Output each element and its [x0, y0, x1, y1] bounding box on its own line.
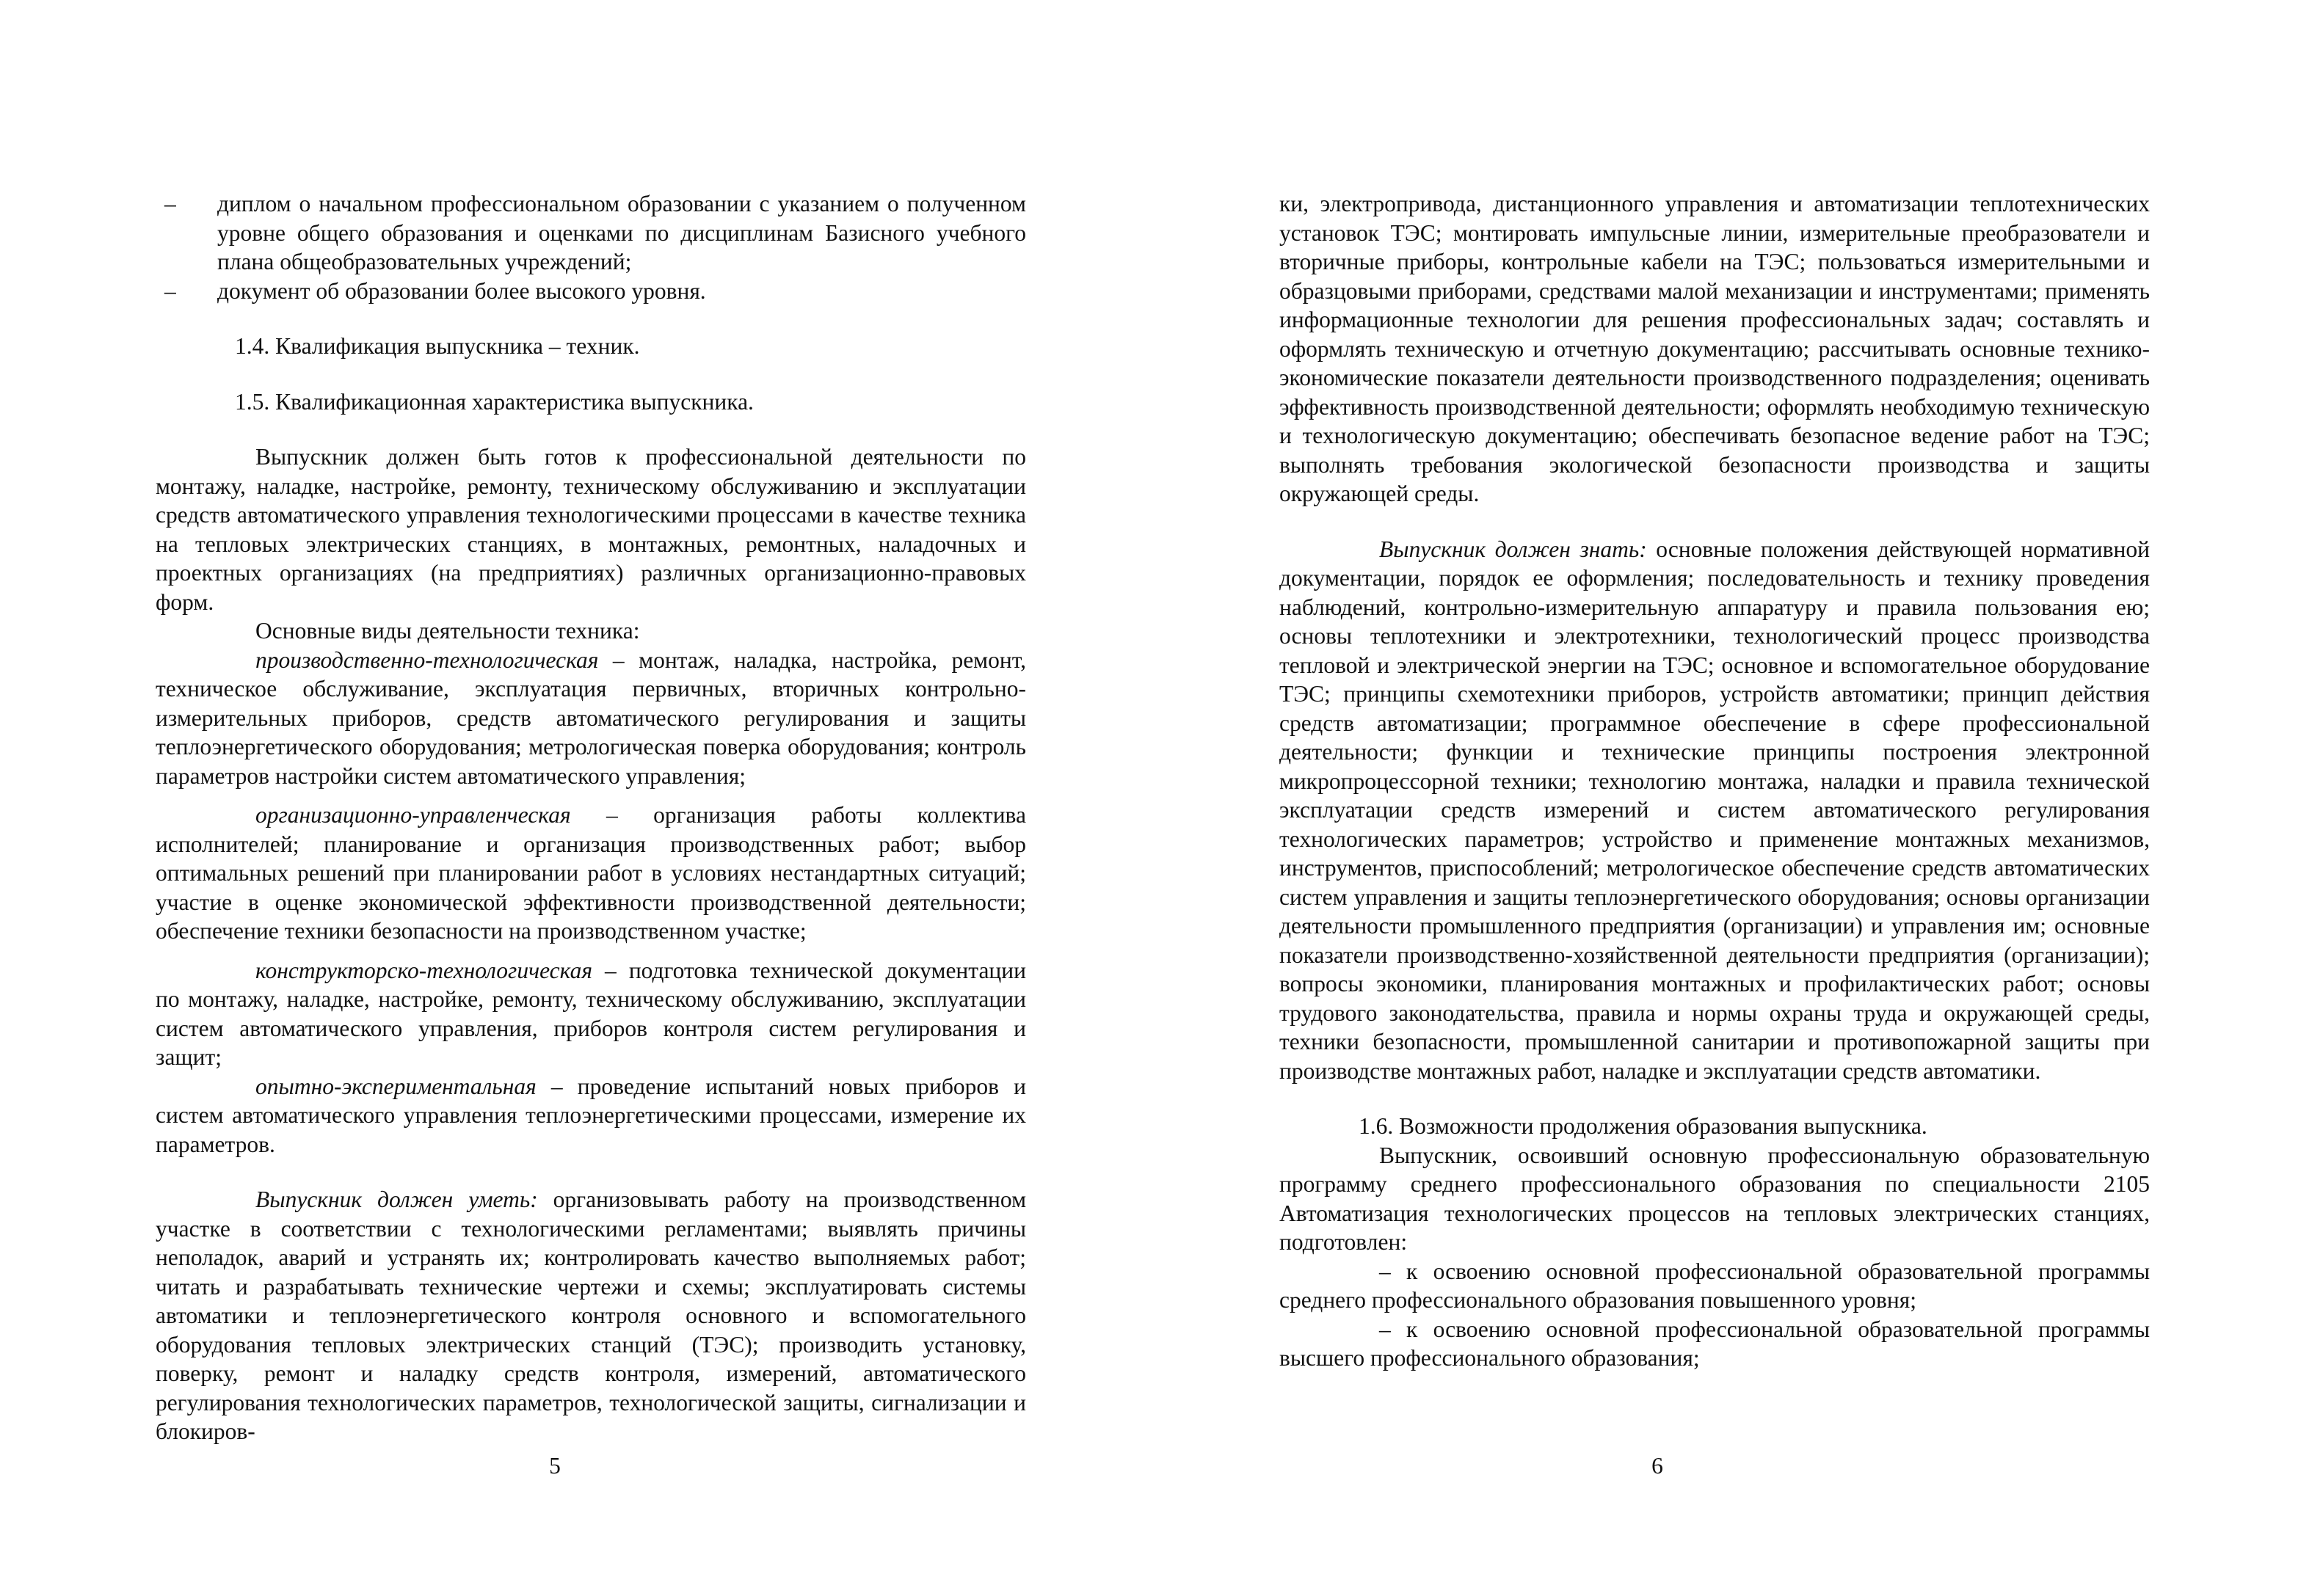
heading-continuation: 1.6. Возможности продолжения образования выпускника.	[1359, 1113, 1927, 1139]
list-item	[156, 277, 1026, 306]
paragraph-continuation: Выпускник, освоивший основную профессиональную образовательную программу среднего профессионального образования по специальности 2105 Автоматизация технологических процессов на тепловых электрических станциях, подготовлен:	[1279, 1142, 2150, 1255]
paragraph-activities-intro: Основные виды деятельности техника:	[255, 618, 640, 644]
left-text-column	[156, 189, 1026, 1446]
list-item-text: документ об образовании более высокого уровня.	[217, 277, 706, 304]
term-design: конструкторско-технологическая	[255, 957, 592, 983]
term-production: производственно-технологическая	[255, 646, 599, 673]
paragraph-activity-experimental	[156, 1072, 1026, 1159]
text-production: – монтаж, наладка, настройка, ремонт, техническое обслуживание, эксплуатация первичных, вторичных контрольно-измерительных приборов, средств автоматического регулирования и защиты теплоэнергетического оборудования; метрологическая поверка оборудования; контроль параметров настройки систем автоматического управления;	[156, 646, 1026, 789]
paragraph-knowledge	[1279, 535, 2150, 1086]
paragraph-activity-management	[156, 801, 1026, 946]
heading-characteristic: 1.5. Квалификационная характеристика выпускника.	[235, 388, 754, 415]
right-text-column	[1279, 189, 2150, 1373]
paragraph-readiness: Выпускник должен быть готов к профессиональной деятельности по монтажу, наладке, настройке, ремонту, техническому обслуживанию и эксплуатации средств автоматического управления технологическими процессами в качестве техника на тепловых электрических станциях, в монтажных, ремонтных, наладочных и проектных организациях (на предприятиях) различных организационно-правовых форм.	[156, 444, 1026, 615]
text-experimental: – проведение испытаний новых приборов и систем автоматического управления теплоэнергетическими процессами, измерение их параметров.	[156, 1073, 1026, 1157]
heading-qualification: 1.4. Квалификация выпускника – техник.	[235, 333, 640, 359]
term-skills: Выпускник должен уметь:	[255, 1187, 538, 1212]
list-item: – к освоению основной профессиональной образовательной программы среднего профессионального образования повышенного уровня;	[1279, 1258, 2150, 1313]
list-item	[156, 189, 1026, 277]
paragraph-activity-production	[156, 646, 1026, 791]
text-knowledge: основные положения действующей нормативной документации, порядок ее оформления; последовательность и технику проведения наблюдений, контрольно-измерительную аппаратуру и правила пользования ею; основы теплотехники и электротехники, технологический процесс производства тепловой и электрической энергии на ТЭС; основное и вспомогательное оборудование ТЭС; принципы схемотехники приборов, устройств автоматики; принцип действия средств автоматизации; программное обеспечение в сфере профессиональной деятельности; функции и технические принципы построения электронной микропроцессорной техники; технологию монтажа, наладки и правила технической эксплуатации средств измерений и систем автоматического регулирования технологических параметров; устройство и применение монтажных механизмов, инструментов, приспособлений; метрологическое обеспечение средств автоматических систем управления и защиты теплоэнергетического оборудования; основы организации деятельности промышленного предприятия (организации) и управления им; основные показатели производственно-хозяйственной деятельности предприятия (организации); вопросы экономики, планирования монтажных и профилактических работ; основы трудового законодательства, правила и нормы охраны труда и окружающей среды, техники безопасности, промышленной санитарии и противопожарной защиты при производстве монтажных работ, наладке и эксплуатации средств автоматики.	[1279, 536, 2150, 1084]
paragraph-skills	[156, 1185, 1026, 1446]
text-management: – организация работы коллектива исполнителей; планирование и организация производственных работ; выбор оптимальных решений при планировании работ в условиях нестандартных ситуаций; участие в оценке экономической эффективности производственной деятельности; обеспечение техники безопасности на производственном участке;	[156, 802, 1026, 944]
paragraph-activity-design	[156, 956, 1026, 1072]
list-item-text: диплом о начальном профессиональном образовании с указанием о полученном уровне общего образования и оценками по дисциплинам Базисного учебного плана общеобразовательных учреждений;	[217, 191, 1026, 274]
term-knowledge: Выпускник должен знать:	[1379, 536, 1647, 562]
page-number: 5	[549, 1453, 561, 1479]
text-skills: организовывать работу на производственном участке в соответствии с технологическими регламентами; выявлять причины неполадок, аварий и устранять их; контролировать качество выполняемых работ; читать и разрабатывать технические чертежи и схемы; эксплуатировать системы автоматики и теплоэнергетического контроля основного и вспомогательного оборудования тепловых электрических станций (ТЭС); производить установку, поверку, ремонт и наладку средств контроля, измерений, автоматического регулирования технологических параметров, технологической защиты, сигнализации и блокиров-	[156, 1187, 1026, 1444]
dash-marker: –	[164, 277, 176, 304]
page-number: 6	[1651, 1453, 1663, 1479]
term-experimental: опытно-экспериментальная	[255, 1073, 537, 1099]
dash-marker: –	[164, 191, 176, 216]
list-item: – к освоению основной профессиональной образовательной программы высшего профессионального образования;	[1279, 1316, 2150, 1371]
page-right	[1156, 0, 2312, 1596]
term-management: организационно-управленческая	[255, 802, 571, 828]
paragraph-skills-continued: ки, электропривода, дистанционного управления и автоматизации теплотехнических установок ТЭС; монтировать импульсные линии, измерительные преобразователи и вторичные приборы, контрольные кабели на ТЭС; пользоваться измерительными и образцовыми приборами, средствами малой механизации и инструментами; применять информационные технологии для решения профессиональных задач; составлять и оформлять техническую и отчетную документацию; рассчитывать основные технико-экономические показатели деятельности производственного подразделения; оценивать эффективность производственной деятельности; оформлять необходимую техническую и технологическую документацию; обеспечивать безопасное ведение работ на ТЭС; выполнять требования экологической безопасности производства и защиты окружающей среды.	[1279, 191, 2150, 506]
text-design: – подготовка технической документации по монтажу, наладке, настройке, ремонту, техническому обслуживанию, эксплуатации систем автоматического управления, приборов контроля систем регулирования и защит;	[156, 957, 1026, 1070]
